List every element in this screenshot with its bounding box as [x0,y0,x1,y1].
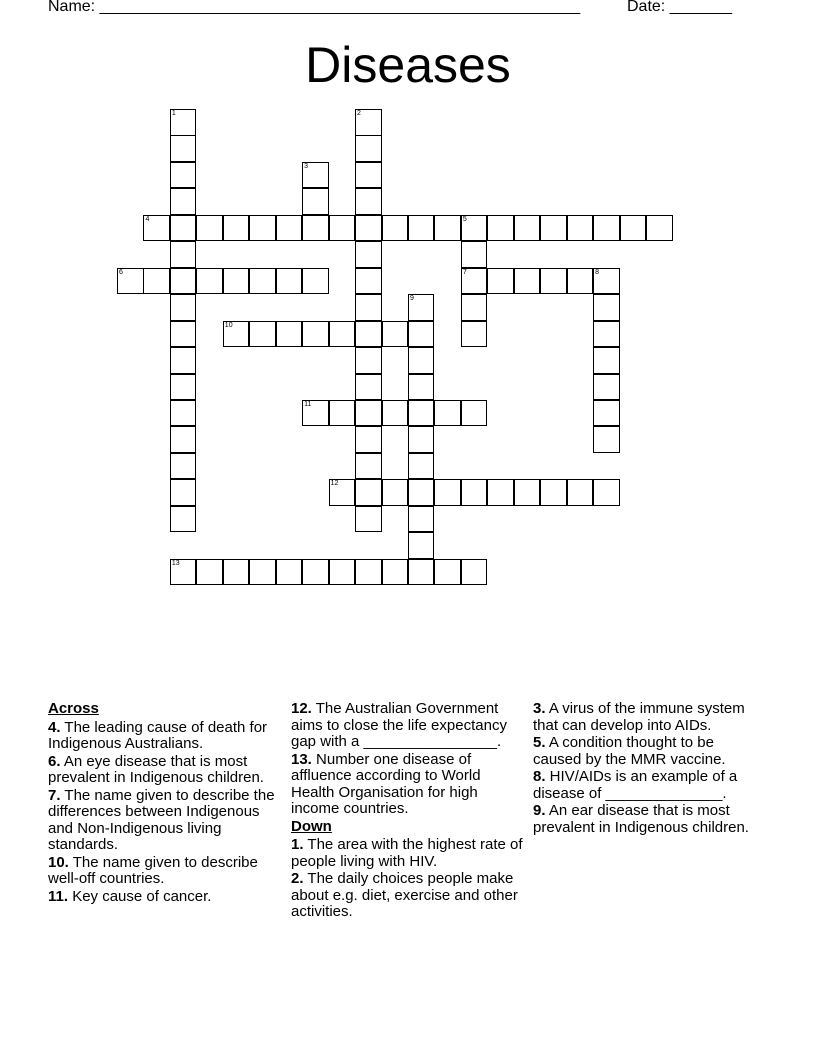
crossword-cell[interactable] [434,215,461,242]
down-heading: Down [291,817,332,835]
crossword-cell[interactable] [329,321,356,348]
crossword-cell[interactable] [355,188,382,215]
crossword-cell[interactable] [540,215,567,242]
crossword-cell[interactable] [355,347,382,374]
crossword-cell[interactable] [461,479,488,506]
crossword-cell[interactable] [355,506,382,533]
crossword-cell[interactable] [170,215,197,242]
crossword-cell[interactable] [540,268,567,295]
crossword-cell[interactable] [355,294,382,321]
crossword-cell[interactable] [302,321,329,348]
crossword-cell[interactable] [170,559,197,586]
crossword-cell[interactable] [593,294,620,321]
name-field-label: Name: ______________________________________________________ [48,0,581,15]
clue-down-8: 8. HIV/AIDs is an example of a disease of ______________. [533,768,738,802]
crossword-cell[interactable] [593,268,620,295]
across-heading: Across [48,700,99,717]
crossword-cell[interactable] [355,241,382,268]
crossword-cell[interactable] [223,321,250,348]
crossword-cell[interactable] [382,215,409,242]
crossword-cell[interactable] [355,215,382,242]
clue-number: 7 [462,268,467,276]
page-title: Diseases [305,37,511,93]
clue-across-7: 7. The name given to describe the differences between Indigenous and Non-Indigenous living standards. [48,786,275,853]
crossword-cell[interactable] [382,321,409,348]
crossword-cell[interactable] [170,241,197,268]
crossword-cell[interactable] [593,426,620,453]
crossword-cell[interactable] [170,321,197,348]
crossword-cell[interactable] [382,479,409,506]
clue-down-3: 3. A virus of the immune system that can develop into AIDs. [533,700,745,734]
crossword-cell[interactable] [408,294,435,321]
crossword-cell[interactable] [355,479,382,506]
crossword-cell[interactable] [355,109,382,136]
crossword-cell[interactable] [461,268,488,295]
crossword-cell[interactable] [276,215,303,242]
clue-number: 5 [462,215,467,223]
date-field-label: Date: _______ [627,0,732,15]
crossword-cell[interactable] [249,559,276,586]
crossword-cell[interactable] [355,135,382,162]
crossword-cell[interactable] [487,479,514,506]
crossword-cell[interactable] [593,374,620,401]
crossword-cell[interactable] [329,400,356,427]
crossword-cell[interactable] [223,215,250,242]
clue-down-1: 1. The area with the highest rate of people living with HIV. [291,836,523,870]
crossword-cell[interactable] [355,559,382,586]
crossword-cell[interactable] [302,188,329,215]
crossword-cell[interactable] [408,426,435,453]
crossword-cell[interactable] [170,109,197,136]
crossword-cell[interactable] [382,559,409,586]
crossword-cell[interactable] [593,321,620,348]
crossword-cell[interactable] [170,135,197,162]
crossword-cell[interactable] [382,400,409,427]
crossword-cell[interactable] [223,559,250,586]
crossword-cell[interactable] [170,453,197,480]
crossword-cell[interactable] [329,559,356,586]
crossword-cell[interactable] [355,268,382,295]
crossword-cell[interactable] [408,374,435,401]
crossword-cell[interactable] [355,162,382,189]
clue-number: 2 [357,110,361,117]
crossword-cell[interactable] [276,559,303,586]
crossword-cell[interactable] [196,268,223,295]
clue-number: 10 [224,321,233,329]
crossword-cell[interactable] [170,506,197,533]
crossword-cell[interactable] [170,268,197,295]
clue-number: 3 [304,162,309,170]
crossword-cell[interactable] [408,453,435,480]
crossword-cell[interactable] [461,294,488,321]
clue-number: 8 [595,268,599,276]
crossword-cell[interactable] [196,559,223,586]
crossword-cell[interactable] [170,294,197,321]
crossword-cell[interactable] [143,268,170,295]
crossword-cell[interactable] [408,347,435,374]
crossword-cell[interactable] [646,215,673,242]
crossword-cell[interactable] [355,374,382,401]
clue-number: 6 [119,268,123,276]
crossword-cell[interactable] [355,400,382,427]
crossword-cell[interactable] [302,559,329,586]
crossword-cell[interactable] [329,215,356,242]
clue-across-11: 11. Key cause of cancer. [48,887,212,905]
clue-column-2 [291,701,523,922]
crossword-cell[interactable] [593,400,620,427]
crossword-cell[interactable] [514,268,541,295]
crossword-cell[interactable] [170,374,197,401]
crossword-cell[interactable] [567,479,594,506]
crossword-cell[interactable] [302,400,329,427]
crossword-cell[interactable] [408,559,435,586]
clue-number: 12 [330,480,339,488]
crossword-cell[interactable] [170,188,197,215]
crossword-cell[interactable] [355,453,382,480]
crossword-cell[interactable] [567,268,594,295]
crossword-cell[interactable] [329,479,356,506]
crossword-cell[interactable] [117,268,144,295]
crossword-cell[interactable] [567,215,594,242]
clue-number: 13 [171,559,180,567]
crossword-cell[interactable] [196,215,223,242]
crossword-cell[interactable] [461,215,488,242]
clue-number: 11 [304,400,312,408]
crossword-cell[interactable] [461,400,488,427]
clue-number: 9 [409,295,414,303]
crossword-cell[interactable] [170,426,197,453]
crossword-cell[interactable] [620,215,647,242]
crossword-cell[interactable] [249,268,276,295]
clue-down-5: 5. A condition thought to be caused by the MMR vaccine. [533,734,726,768]
crossword-cell[interactable] [593,479,620,506]
crossword-cell[interactable] [408,215,435,242]
crossword-cell[interactable] [276,321,303,348]
crossword-cell[interactable] [593,215,620,242]
crossword-cell[interactable] [487,268,514,295]
clue-across-13: 13. Number one disease of affluence according to World Health Organisation for high income countries. [291,750,481,817]
crossword-cell[interactable] [223,268,250,295]
crossword-cell[interactable] [514,479,541,506]
crossword-cell[interactable] [302,162,329,189]
clue-across-12: 12. The Australian Government aims to close the life expectancy gap with a ________________. [291,700,507,750]
crossword-cell[interactable] [302,268,329,295]
crossword-cell[interactable] [487,215,514,242]
crossword-cell[interactable] [276,268,303,295]
crossword-cell[interactable] [355,426,382,453]
crossword-cell[interactable] [593,347,620,374]
crossword-cell[interactable] [408,532,435,559]
crossword-cell[interactable] [408,506,435,533]
crossword-cell[interactable] [302,215,329,242]
crossword-cell[interactable] [408,321,435,348]
crossword-cell[interactable] [170,162,197,189]
crossword-cell[interactable] [355,321,382,348]
crossword-cell[interactable] [143,215,170,242]
clue-down-2: 2. The daily choices people make about e.g. diet, exercise and other activities. [291,870,518,920]
crossword-cell[interactable] [461,321,488,348]
crossword-cell[interactable] [170,347,197,374]
crossword-cell[interactable] [170,479,197,506]
crossword-cell[interactable] [249,321,276,348]
clue-across-10: 10. The name given to describe well-off countries. [48,853,258,887]
crossword-cell[interactable] [408,479,435,506]
crossword-cell[interactable] [408,400,435,427]
crossword-cell[interactable] [249,215,276,242]
clue-column-1 [48,701,276,906]
crossword-cell[interactable] [434,479,461,506]
clue-across-6: 6. An eye disease that is most prevalent in Indigenous children. [48,752,264,786]
crossword-cell[interactable] [461,559,488,586]
clue-down-9: 9. An ear disease that is most prevalent in Indigenous children. [533,802,749,836]
crossword-cell[interactable] [461,241,488,268]
crossword-cell[interactable] [434,559,461,586]
crossword-cell[interactable] [514,215,541,242]
crossword-cell[interactable] [540,479,567,506]
clue-number: 1 [171,110,176,117]
crossword-cell[interactable] [170,400,197,427]
crossword-cell[interactable] [434,400,461,427]
clue-column-3 [533,701,765,837]
clue-across-4: 4. The leading cause of death for Indigenous Australians. [48,718,268,752]
clue-number: 4 [145,215,150,223]
